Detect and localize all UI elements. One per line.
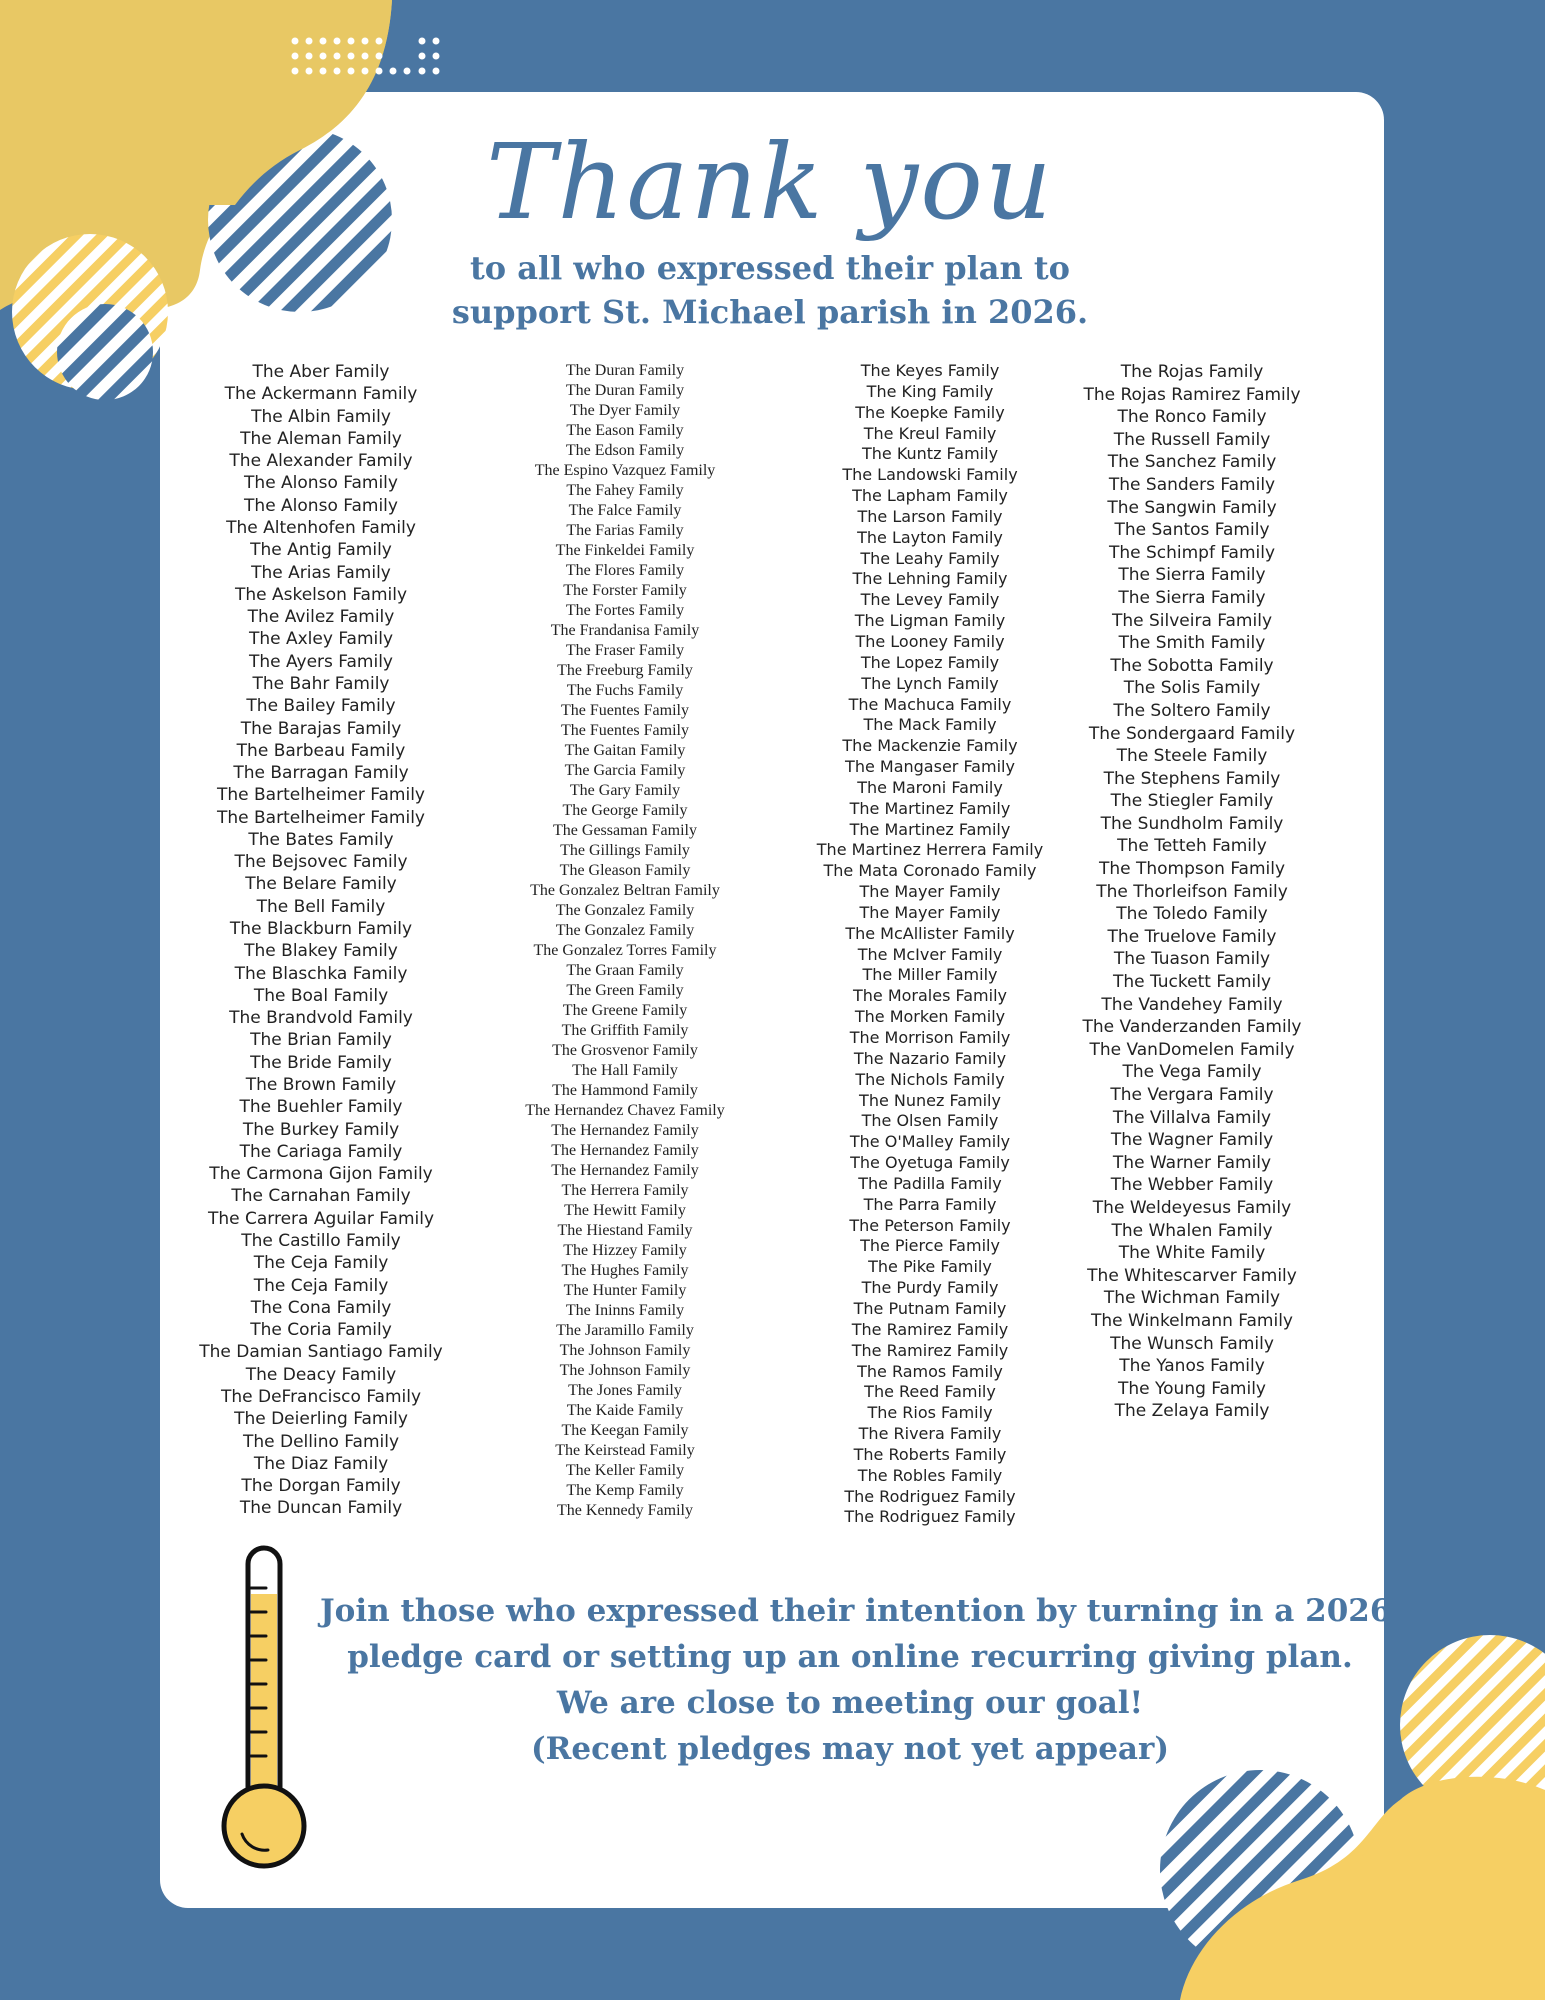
family-name: The Truelove Family <box>1107 926 1277 947</box>
family-name: The VanDomelen Family <box>1089 1039 1295 1060</box>
family-name: The Whitescarver Family <box>1087 1265 1297 1286</box>
family-name: The Villalva Family <box>1112 1107 1272 1128</box>
family-name: The Aleman Family <box>240 428 402 449</box>
family-name: The Carmona Gijon Family <box>209 1164 433 1185</box>
family-name: The Antig Family <box>250 540 392 561</box>
family-name: The Belare Family <box>245 874 397 895</box>
family-name: The Barragan Family <box>233 763 409 784</box>
family-name: The Schimpf Family <box>1108 542 1276 563</box>
family-name: The Alexander Family <box>229 451 413 472</box>
family-name: The Maroni Family <box>857 777 1003 797</box>
family-name: The Ramos Family <box>857 1361 1003 1381</box>
family-name: The Brown Family <box>245 1075 397 1095</box>
family-name: The Morken Family <box>854 1007 1006 1027</box>
family-name: The Morales Family <box>852 986 1007 1006</box>
family-name: The Barbeau Family <box>236 740 406 761</box>
family-name: The Leahy Family <box>860 548 1000 568</box>
family-name: The Parra Family <box>863 1194 997 1214</box>
family-name: The McIver Family <box>857 944 1003 964</box>
family-name: The Wichman Family <box>1103 1288 1281 1309</box>
family-name: The Herrera Family <box>561 1182 689 1199</box>
family-name: The Rios Family <box>867 1403 993 1423</box>
family-name: The Bailey Family <box>246 696 396 717</box>
family-name: The Smith Family <box>1118 633 1266 654</box>
family-name: The Hunter Family <box>563 1282 687 1299</box>
family-name: The Flores Family <box>565 562 685 579</box>
family-name: The Lopez Family <box>860 652 1000 672</box>
family-name: The Eason Family <box>566 422 684 439</box>
family-name: The Steele Family <box>1116 746 1268 767</box>
family-name: The Pike Family <box>868 1257 992 1277</box>
family-name: The Mayer Family <box>859 902 1001 922</box>
family-name: The Espino Vazquez Family <box>534 462 716 479</box>
closing-line-3: We are close to meeting our goal! <box>556 1685 1144 1721</box>
family-list-column-1 <box>151 361 491 1520</box>
family-name: The Wagner Family <box>1110 1130 1274 1151</box>
family-name: The Mack Family <box>863 715 997 735</box>
family-name: The Alonso Family <box>244 495 398 516</box>
family-name: The Whalen Family <box>1111 1220 1273 1241</box>
thermometer-icon <box>218 1544 310 1872</box>
family-name: The Brian Family <box>250 1030 392 1051</box>
family-name: The Askelson Family <box>234 584 408 605</box>
family-name: The Ramirez Family <box>851 1319 1009 1339</box>
family-name: The Garcia Family <box>564 762 686 779</box>
family-name: The Gonzalez Torres Family <box>533 942 717 959</box>
subtitle-line-2: support St. Michael parish in 2026. <box>451 293 1089 331</box>
family-name: The Vega Family <box>1122 1062 1262 1083</box>
family-name: The Looney Family <box>855 631 1005 651</box>
family-name: The Brandvold Family <box>229 1008 413 1029</box>
family-name: The Bell Family <box>256 896 386 917</box>
family-name: The Deacy Family <box>245 1364 397 1385</box>
family-name: The Blaschka Family <box>234 963 408 984</box>
family-name: The Hernandez Chavez Family <box>525 1102 725 1119</box>
family-name: The Santos Family <box>1114 520 1270 541</box>
family-name: The Solis Family <box>1123 678 1261 699</box>
closing-line-1: Join those who expressed their intention by turning in a 2026 <box>320 1593 1392 1629</box>
family-name: The Keirstead Family <box>555 1442 695 1459</box>
family-name: The Sundholm Family <box>1100 813 1284 834</box>
family-name: The Robles Family <box>857 1465 1003 1485</box>
family-name: The Altenhofen Family <box>226 517 416 538</box>
family-name: The Fortes Family <box>565 602 685 619</box>
family-name: The Bejsovec Family <box>234 852 408 873</box>
family-name: The Gessaman Family <box>553 822 697 839</box>
family-name: The Ceja Family <box>253 1253 389 1274</box>
family-name: The Soltero Family <box>1113 700 1271 721</box>
family-name: The Mayer Family <box>859 882 1001 902</box>
family-name: The Hiestand Family <box>557 1222 693 1239</box>
thank-you-title: Thank you <box>486 121 1054 243</box>
family-name: The Martinez Family <box>849 798 1011 818</box>
family-name: The Dyer Family <box>569 402 681 419</box>
family-name: The Tetteh Family <box>1117 836 1267 857</box>
family-name: The Mangaser Family <box>845 757 1015 777</box>
family-name: The Landowski Family <box>842 465 1018 485</box>
family-name: The Nunez Family <box>859 1090 1001 1110</box>
family-name: The Carrera Aguilar Family <box>207 1208 435 1229</box>
family-name: The Sobotta Family <box>1110 655 1274 676</box>
family-name: The Olsen Family <box>861 1111 999 1131</box>
family-name: The Sierra Family <box>1118 587 1266 608</box>
subtitle <box>330 246 1210 334</box>
family-name: The Martinez Family <box>849 819 1011 839</box>
family-name: The Roberts Family <box>853 1444 1007 1464</box>
family-name: The Vanderzanden Family <box>1082 1017 1302 1038</box>
family-name: The Aber Family <box>252 362 390 382</box>
family-name: The Green Family <box>566 982 684 999</box>
family-name: The Bride Family <box>250 1052 392 1073</box>
family-name: The Blackburn Family <box>229 919 413 940</box>
family-name: The Hizzey Family <box>563 1242 687 1259</box>
family-name: The Webber Family <box>1110 1175 1274 1196</box>
family-name: The Nichols Family <box>855 1069 1005 1089</box>
family-name: The Purdy Family <box>861 1278 999 1298</box>
family-name: The Russell Family <box>1113 429 1271 450</box>
family-name: The White Family <box>1118 1243 1266 1264</box>
family-name: The Lapham Family <box>852 486 1008 506</box>
closing-line-2: pledge card or setting up an online recurring giving plan. <box>347 1639 1353 1675</box>
family-name: The Albin Family <box>251 406 391 427</box>
family-name: The Rodriguez Family <box>844 1486 1016 1506</box>
family-name: The Hall Family <box>572 1062 678 1079</box>
family-name: The Ceja Family <box>253 1275 389 1296</box>
family-name: The Warner Family <box>1112 1152 1272 1173</box>
family-name: The Graan Family <box>566 962 684 979</box>
family-name: The Rojas Family <box>1120 362 1264 382</box>
family-name: The Miller Family <box>862 965 998 985</box>
family-name: The McAllister Family <box>845 923 1015 943</box>
family-name: The Koepke Family <box>855 402 1005 422</box>
family-name: The Morrison Family <box>849 1028 1011 1047</box>
family-name: The Kemp Family <box>566 1482 684 1499</box>
family-name: The Bahr Family <box>252 673 390 694</box>
family-name: The Layton Family <box>857 527 1003 547</box>
family-name: The Falce Family <box>568 502 682 519</box>
closing-message <box>320 1588 1392 1772</box>
family-name: The Cona Family <box>250 1297 392 1318</box>
closing-line-4: (Recent pledges may not yet appear) <box>530 1731 1169 1767</box>
family-name: The Gleason Family <box>559 862 691 879</box>
family-name: The Frandanisa Family <box>550 622 700 639</box>
family-name: The Kuntz Family <box>861 444 999 464</box>
family-name: The Ligman Family <box>854 611 1006 631</box>
family-name: The Mata Coronado Family <box>823 861 1037 881</box>
family-name: The Mackenzie Family <box>842 736 1018 756</box>
family-name: The Keyes Family <box>860 361 1000 380</box>
family-name: The Sanchez Family <box>1107 452 1277 473</box>
family-name: The Finkeldei Family <box>555 542 695 559</box>
subtitle-line-1: to all who expressed their plan to <box>469 249 1071 287</box>
family-name: The Arias Family <box>251 562 391 583</box>
family-name: The Tuason Family <box>1113 949 1271 970</box>
family-name: The Jones Family <box>568 1382 682 1399</box>
family-name: The Toledo Family <box>1116 904 1268 925</box>
family-name: The Greene Family <box>562 1002 688 1019</box>
family-name: The Kreul Family <box>863 423 997 443</box>
family-name: The Sondergaard Family <box>1088 723 1296 744</box>
family-name: The Jaramillo Family <box>556 1322 694 1339</box>
family-name: The Keegan Family <box>561 1422 689 1439</box>
family-name: The Castillo Family <box>241 1230 401 1251</box>
family-name: The Johnson Family <box>559 1362 691 1379</box>
family-name: The Gonzalez Family <box>555 902 695 919</box>
family-name: The Buehler Family <box>239 1097 403 1118</box>
family-list-column-4 <box>1022 361 1362 1423</box>
family-name: The Reed Family <box>864 1382 996 1402</box>
family-name: The Ackermann Family <box>224 384 418 405</box>
family-name: The Hammond Family <box>552 1082 698 1099</box>
family-name: The Ayers Family <box>249 651 393 672</box>
family-name: The Stephens Family <box>1103 768 1281 789</box>
family-name: The Bartelheimer Family <box>216 807 425 828</box>
family-name: The Yanos Family <box>1119 1356 1265 1377</box>
family-name: The Hughes Family <box>561 1262 689 1279</box>
family-name: The Deierling Family <box>234 1409 408 1430</box>
family-name: The Damian Santiago Family <box>199 1342 443 1363</box>
family-name: The Vergara Family <box>1110 1085 1274 1105</box>
family-name: The Fuchs Family <box>566 682 684 699</box>
thermometer-fill <box>251 1594 277 1814</box>
family-name: The Silveira Family <box>1111 610 1272 631</box>
family-name: The Grosvenor Family <box>552 1042 698 1059</box>
family-name: The Fuentes Family <box>561 722 689 739</box>
family-name: The King Family <box>866 381 994 401</box>
family-name: The Zelaya Family <box>1114 1401 1270 1422</box>
family-name: The George Family <box>562 802 688 819</box>
family-name: The Vandehey Family <box>1101 994 1283 1015</box>
family-name: The Cariaga Family <box>239 1141 403 1162</box>
family-name: The Thompson Family <box>1098 859 1286 880</box>
family-name: The Duncan Family <box>239 1498 403 1519</box>
family-name: The Dellino Family <box>242 1431 400 1452</box>
family-name: The Axley Family <box>248 629 394 650</box>
family-name: The Hewitt Family <box>564 1202 686 1219</box>
family-name: The Pierce Family <box>860 1236 1000 1256</box>
family-name: The Gonzalez Family <box>555 922 695 939</box>
family-name: The Fuentes Family <box>561 702 689 719</box>
family-list-column-2 <box>455 361 795 1521</box>
family-name: The Lynch Family <box>861 673 999 693</box>
family-name: The Hernandez Family <box>551 1162 699 1179</box>
family-name: The Forster Family <box>563 582 687 599</box>
family-name: The Hernandez Family <box>551 1122 699 1139</box>
family-name: The Putnam Family <box>853 1298 1007 1318</box>
family-name: The Machuca Family <box>848 694 1012 714</box>
family-name: The Alonso Family <box>244 473 398 494</box>
family-name: The Burkey Family <box>242 1119 400 1140</box>
family-name: The Rivera Family <box>858 1424 1002 1444</box>
family-name: The Lehning Family <box>852 569 1008 589</box>
family-name: The Edson Family <box>565 442 685 459</box>
family-name: The Boal Family <box>253 985 389 1006</box>
family-name: The Larson Family <box>857 506 1003 526</box>
family-name: The Kaide Family <box>566 1402 684 1419</box>
family-name: The Padilla Family <box>858 1173 1002 1193</box>
family-name: The Gonzalez Beltran Family <box>530 882 720 899</box>
family-name: The Ronco Family <box>1117 407 1267 428</box>
family-name: The Thorleifson Family <box>1096 881 1288 902</box>
family-name: The Ramirez Family <box>851 1340 1009 1360</box>
family-name: The Stiegler Family <box>1110 791 1274 812</box>
family-name: The Dorgan Family <box>241 1476 401 1497</box>
family-name: The Nazario Family <box>853 1048 1007 1068</box>
family-name: The DeFrancisco Family <box>220 1386 422 1407</box>
family-name: The Wunsch Family <box>1110 1333 1274 1354</box>
family-name: The Fraser Family <box>565 642 685 659</box>
family-name: The Fahey Family <box>566 482 684 499</box>
family-name: The Coria Family <box>250 1320 392 1341</box>
family-name: The Duran Family <box>565 362 685 379</box>
family-name: The Gillings Family <box>560 842 690 859</box>
family-name: The Griffith Family <box>561 1022 689 1039</box>
family-name: The Keller Family <box>565 1462 685 1479</box>
family-name: The O'Malley Family <box>849 1132 1011 1152</box>
family-name: The Sierra Family <box>1118 565 1266 586</box>
family-name: The Sangwin Family <box>1107 497 1277 518</box>
family-name: The Peterson Family <box>849 1215 1011 1235</box>
family-name: The Carnahan Family <box>231 1186 411 1207</box>
family-name: The Johnson Family <box>559 1342 691 1359</box>
family-name: The Bates Family <box>248 829 394 850</box>
family-name: The Levey Family <box>860 590 1000 610</box>
family-name: The Bartelheimer Family <box>216 785 425 806</box>
family-name: The Rojas Ramirez Family <box>1083 384 1301 405</box>
family-name: The Kennedy Family <box>557 1502 693 1519</box>
family-name: The Blakey Family <box>244 941 398 962</box>
family-name: The Freeburg Family <box>557 662 693 679</box>
family-name: The Duran Family <box>565 382 685 399</box>
family-name: The Tuckett Family <box>1112 972 1272 993</box>
family-name: The Gaitan Family <box>564 742 686 759</box>
family-name: The Winkelmann Family <box>1090 1310 1293 1331</box>
family-name: The Barajas Family <box>240 718 402 739</box>
family-name: The Hernandez Family <box>551 1142 699 1159</box>
family-name: The Oyetuga Family <box>850 1153 1010 1173</box>
family-name: The Farias Family <box>566 522 684 539</box>
family-name: The Diaz Family <box>253 1453 389 1474</box>
family-name: The Young Family <box>1118 1378 1266 1399</box>
family-name: The Sanders Family <box>1108 474 1276 495</box>
family-name: The Avilez Family <box>247 607 395 628</box>
family-name: The Martinez Herrera Family <box>816 840 1044 860</box>
family-name: The Gary Family <box>569 782 681 799</box>
family-name: The Weldeyesus Family <box>1092 1197 1292 1218</box>
family-name: The Ininns Family <box>565 1302 685 1319</box>
family-name: The Rodriguez Family <box>844 1507 1016 1527</box>
